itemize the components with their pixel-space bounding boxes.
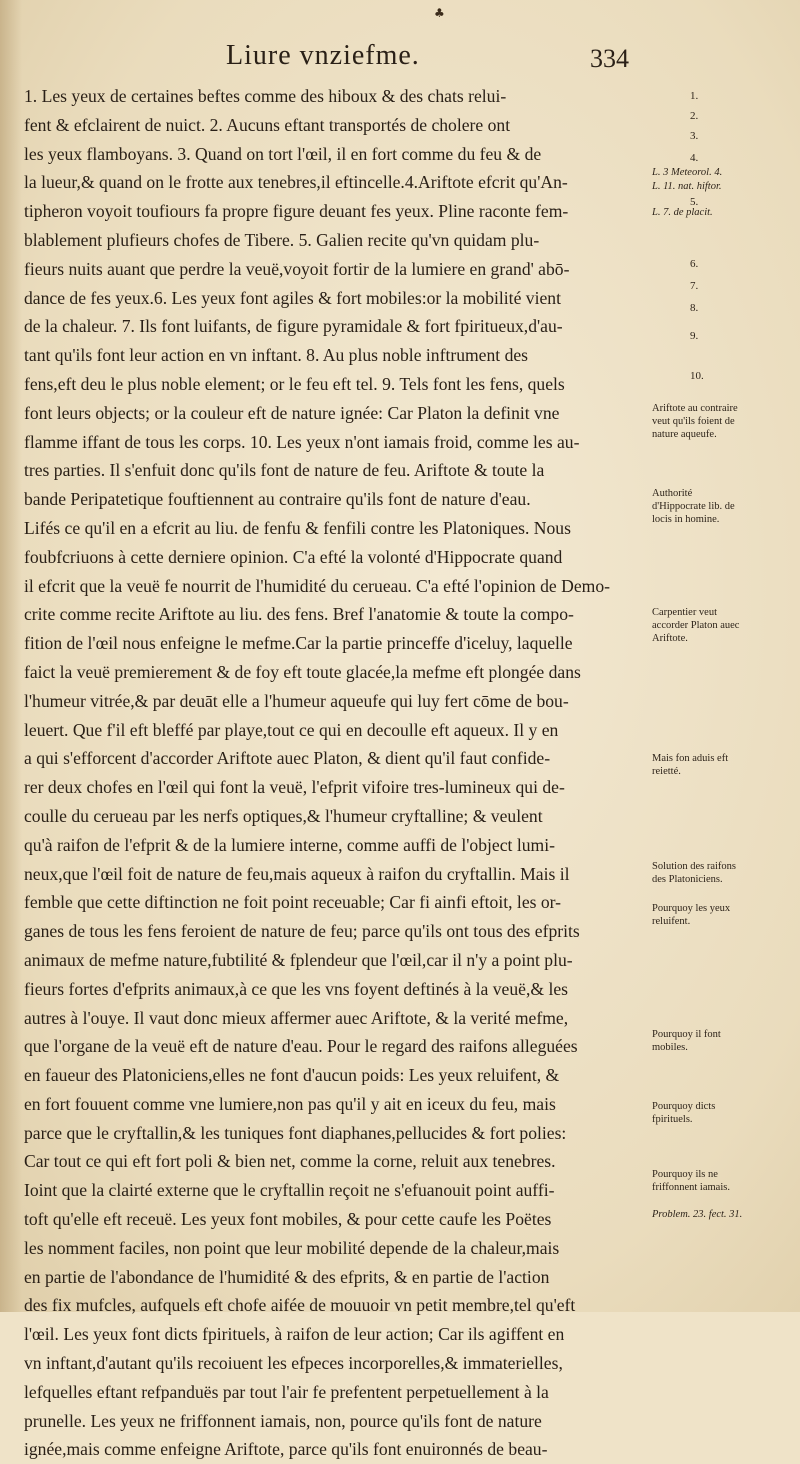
margin-note: Pourquoy les yeux reluifent.	[652, 903, 731, 927]
margin-note: Pourquoy dicts fpirituels.	[652, 1101, 716, 1125]
text-line: ganes de tous les fens feroient de nature de feu; parce qu'ils ont tous des efprits	[24, 921, 580, 942]
text-line: l'humeur vitrée,& par deuāt elle a l'humeur aqueufe qui luy fert cōme de bou-	[24, 690, 569, 711]
text-line: femble que cette diftinction ne foit point receuable; Car fi ainfi eftoit, les or-	[24, 892, 562, 913]
ornament-icon: ♣	[434, 6, 445, 20]
text-line: neux,que l'œil foit de nature de feu,mais aqueux à raifon du cryftallin. Mais il	[24, 863, 570, 884]
margin-note-number: 8.	[690, 302, 699, 314]
margin-note-number: 10.	[690, 370, 704, 382]
text-line: leuert. Que f'il eft bleffé par playe,tout ce qui en decoulle eft aqueux. Il y en	[24, 719, 559, 740]
text-line: dance de fes yeux.6. Les yeux font agiles & fort mobiles:or la mobilité vient	[24, 287, 561, 308]
text-line: de la chaleur. 7. Ils font luifants, de figure pyramidale & fort fpiritueux,d'au-	[24, 316, 563, 337]
margin-note-number: 1.	[690, 90, 699, 102]
text-line: fieurs nuits auant que perdre la veuë,voyoit fortir de la lumiere en grand' abō-	[24, 258, 570, 279]
text-line: bande Peripatetique fouftiennent au contraire qu'ils font de nature d'eau.	[24, 489, 531, 510]
text-line: il efcrit que la veuë fe nourrit de l'humidité du cerueau. C'a efté l'opinion de Demo-	[24, 575, 610, 596]
text-line: faict la veuë premierement & de foy eft toute glacée,la mefme eft plongée dans	[24, 661, 581, 682]
text-line: fent & efclairent de nuict. 2. Aucuns eftant transportés de cholere ont	[24, 114, 511, 135]
margin-note-number: 4.	[690, 152, 699, 164]
running-title: Liure vnziefme.	[226, 40, 420, 71]
margin-note: Solution des raifons des Platoniciens.	[652, 861, 736, 885]
text-line: fens,eft deu le plus noble element; or le feu eft tel. 9. Tels font les fens, quels	[24, 373, 565, 394]
main-text-block	[24, 82, 640, 1464]
margin-note-number: 3.	[690, 130, 699, 142]
text-line: ignée,mais comme enfeigne Ariftote, parce qu'ils font enuironnés de beau-	[24, 1439, 548, 1460]
margin-note-number: 6.	[690, 258, 699, 270]
text-line: blablement plufieurs chofes de Tibere. 5. Galien recite qu'vn quidam plu-	[24, 229, 540, 250]
margin-note-number: 2.	[690, 110, 699, 122]
page-number: 334	[590, 44, 629, 73]
margin-note: Ariftote au contraire veut qu'ils foient de nature aqueufe.	[652, 403, 738, 440]
text-line: qu'à raifon de l'efprit & de la lumiere interne, comme auffi de l'object lumi-	[24, 834, 555, 855]
margin-note: Problem. 23. fect. 31.	[652, 1209, 743, 1220]
margin-note: Pourquoy il font mobiles.	[652, 1029, 721, 1053]
text-line: les nomment faciles, non point que leur mobilité depende de la chaleur,mais	[24, 1237, 560, 1258]
text-line: a qui s'efforcent d'accorder Ariftote auec Platon, & dient qu'il faut confide-	[24, 748, 551, 769]
text-line: rer deux chofes en l'œil qui font la veuë, l'efprit vifoire tres-lumineux qui de-	[24, 777, 565, 798]
text-line: fieurs fortes d'efprits animaux,à ce que les vns foyent deftinés à la veuë,& les	[24, 978, 568, 999]
margin-note-number: 7.	[690, 280, 699, 292]
margin-note: Authorité d'Hippocrate lib. de locis in homine.	[652, 488, 735, 525]
text-line: flamme iffant de tous les corps. 10. Les yeux n'ont iamais froid, comme les au-	[24, 431, 580, 452]
text-line: crite comme recite Ariftote au liu. des fens. Bref l'anatomie & toute la compo-	[24, 604, 574, 625]
text-line: font leurs objects; or la couleur eft de nature ignée: Car Platon la definit vne	[24, 402, 560, 423]
text-line: en faueur des Platoniciens,elles ne font d'aucun poids: Les yeux reluifent, &	[24, 1065, 560, 1086]
text-line: vn inftant,d'autant qu'ils recoiuent les efpeces incorporelles,& immaterielles,	[24, 1353, 563, 1374]
margin-note-number: 9.	[690, 330, 699, 342]
text-line: foubfcriuons à cette derniere opinion. C'a efté la volonté d'Hippocrate quand	[24, 546, 563, 567]
margin-note: Pourquoy ils ne friffonnent iamais.	[652, 1169, 730, 1193]
page-gutter	[0, 0, 22, 1312]
text-line: Lifés ce qu'il en a efcrit au liu. de fenfu & fenfili contre les Platoniques. Nous	[24, 517, 571, 538]
text-line: lefquelles eftant refpanduës par tout l'air fe prefentent perpetuellement à la	[24, 1381, 549, 1402]
margin-note: L. 7. de placit.	[652, 207, 713, 218]
text-line: tipheron voyoit toufiours fa propre figure deuant fes yeux. Pline raconte fem-	[24, 201, 569, 222]
margin-note: Carpentier veut accorder Platon auec Ariftote.	[652, 607, 740, 644]
text-line: prunelle. Les yeux ne friffonnent iamais, non, pource qu'ils font de nature	[24, 1410, 542, 1431]
margin-notes	[650, 0, 790, 1312]
text-line: autres à l'ouye. Il vaut donc mieux affermer auec Ariftote, & la verité mefme,	[24, 1007, 569, 1028]
text-line: en fort fouuent comme vne lumiere,non pas qu'il y ait en iceux du feu, mais	[24, 1093, 556, 1114]
text-line: animaux de mefme nature,fubtilité & fplendeur que l'œil,car il n'y a point plu-	[24, 949, 573, 970]
text-line: la lueur,& quand on le frotte aux tenebres,il eftincelle.4.Ariftote efcrit qu'An-	[24, 172, 568, 193]
text-line: que l'organe de la veuë eft de nature d'eau. Pour le regard des raifons alleguées	[24, 1036, 578, 1057]
margin-note: L. 11. nat. hiftor.	[652, 181, 722, 192]
text-line: coulle du cerueau par les nerfs optiques,& l'humeur cryftalline; & veulent	[24, 805, 543, 826]
text-line: les yeux flamboyans. 3. Quand on tort l'œil, il en fort comme du feu & de	[24, 143, 542, 164]
text-line: Ioint que la clairté externe que le cryftallin reçoit ne s'efuanouit point auffi-	[24, 1180, 555, 1201]
margin-note: Mais fon aduis eft reietté.	[652, 753, 729, 777]
text-line: toft qu'elle eft receuë. Les yeux font mobiles, & pour cette caufe les Poëtes	[24, 1209, 552, 1230]
text-line: Car tout ce qui eft fort poli & bien net, comme la corne, reluit aux tenebres.	[24, 1151, 556, 1172]
text-line: tant qu'ils font leur action en vn inftant. 8. Au plus noble inftrument des	[24, 345, 529, 366]
text-line: parce que le cryftallin,& les tuniques font diaphanes,pellucides & fort polies:	[24, 1122, 567, 1143]
text-line: tres parties. Il s'enfuit donc qu'ils font de nature de feu. Ariftote & toute la	[24, 460, 545, 481]
text-line: fition de l'œil nous enfeigne le mefme.Car la partie princeffe d'iceluy, laquelle	[24, 633, 573, 654]
margin-note-number: 5.	[690, 196, 699, 208]
text-line: l'œil. Les yeux font dicts fpirituels, à raifon de leur action; Car ils agiffent en	[24, 1324, 565, 1345]
text-line: des fix mufcles, aufquels eft chofe aifée de mouuoir vn petit membre,tel qu'eft	[24, 1295, 576, 1316]
text-line: en partie de l'abondance de l'humidité & des efprits, & en partie de l'action	[24, 1266, 550, 1287]
margin-note: L. 3 Meteorol. 4.	[652, 167, 723, 178]
text-line: 1. Les yeux de certaines beftes comme des hiboux & des chats relui-	[24, 86, 507, 106]
